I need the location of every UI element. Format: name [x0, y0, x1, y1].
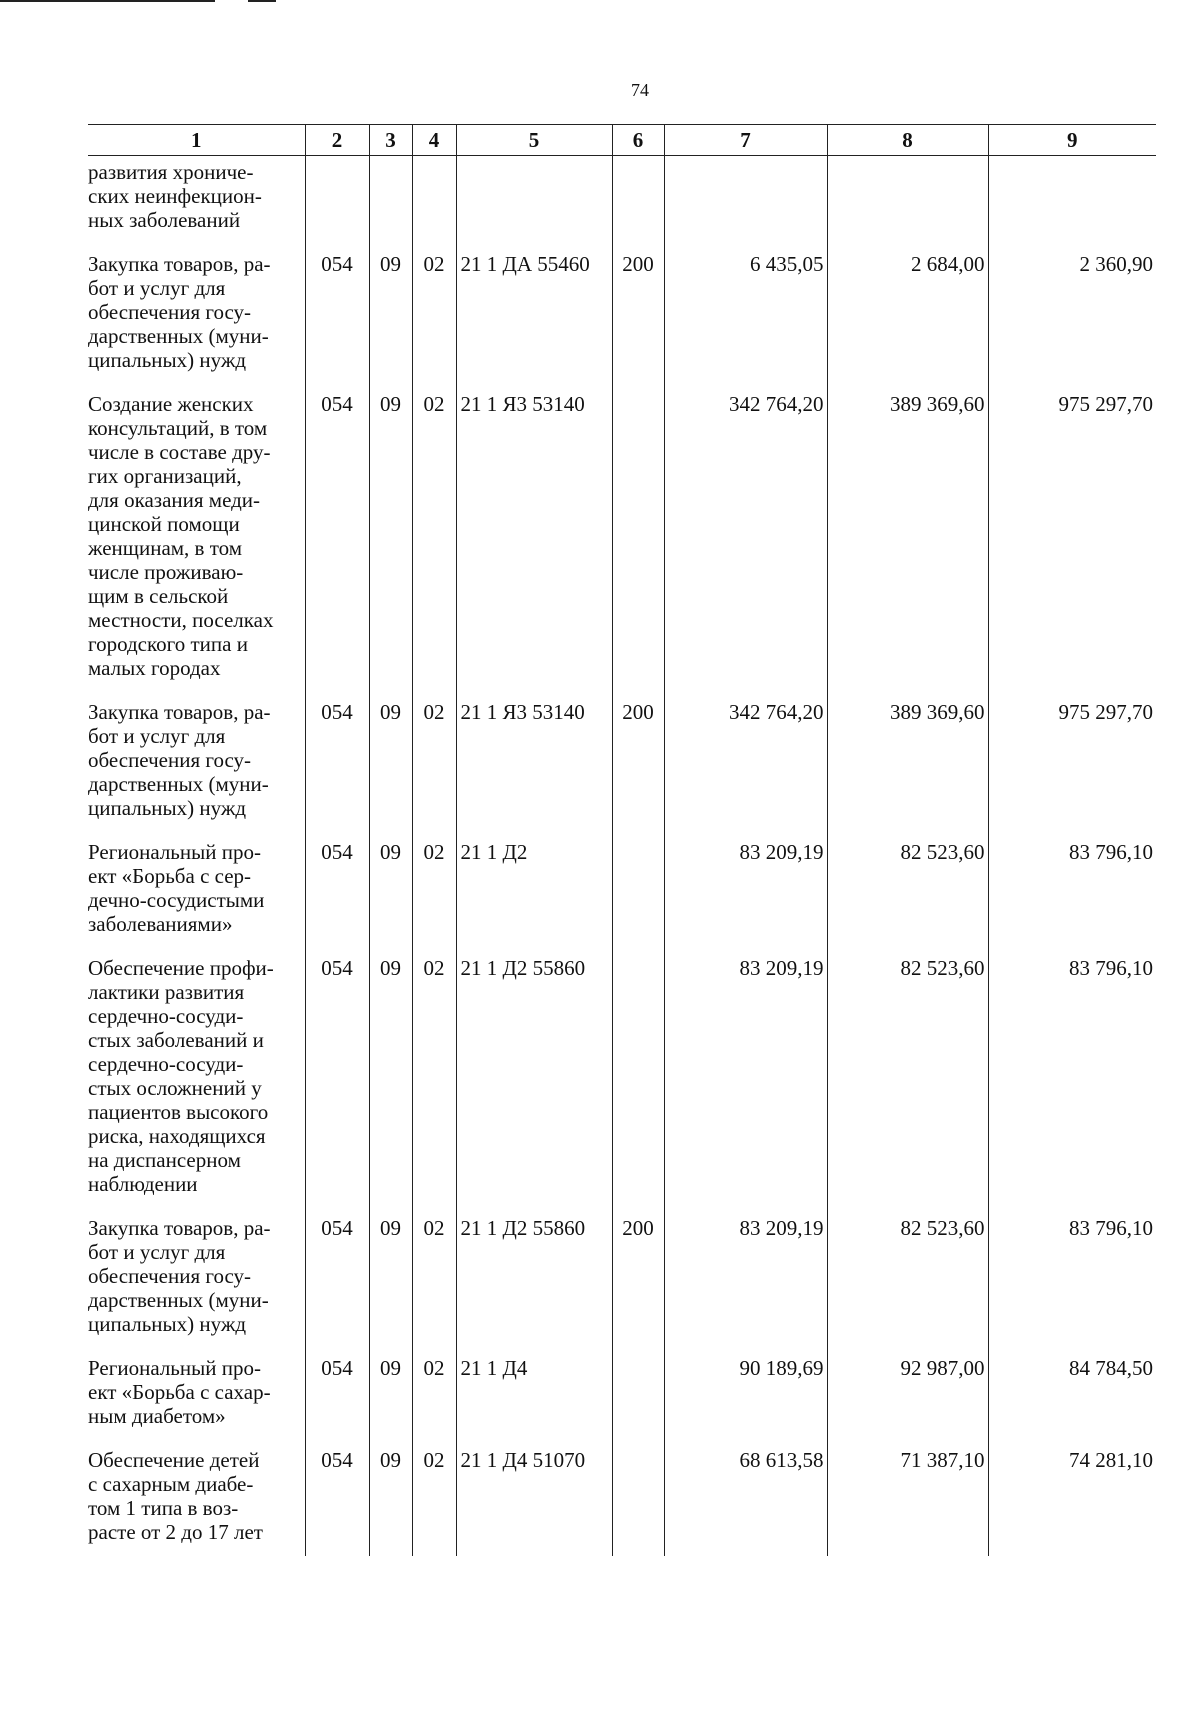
table-row — [88, 156, 1156, 245]
row-cell-3: 09 — [369, 692, 412, 832]
row-cell-9: 84 784,50 — [988, 1348, 1156, 1440]
row-cell-7: 6 435,05 — [664, 244, 827, 384]
row-name-cell: Создание женских консультаций, в том числе в составе дру- гих организаций, для оказания меди- цинской помощи женщинам, в том числе проживаю- щим в сельской местности, поселках городского типа и малых городах — [88, 392, 274, 680]
row-cell-4: 02 — [412, 1440, 456, 1556]
row-cell-4: 02 — [412, 948, 456, 1208]
table-row — [88, 1208, 1156, 1348]
row-cell-2: 054 — [305, 1208, 369, 1348]
row-name-cell: Региональный про- ект «Борьба с сер- дечно-сосудистыми заболеваниями» — [88, 840, 265, 936]
row-cell-7: 83 209,19 — [664, 1208, 827, 1348]
row-cell-9: 2 360,90 — [988, 244, 1156, 384]
row-cell-5: 21 1 Д4 — [456, 1348, 612, 1440]
row-cell-8: 71 387,10 — [827, 1440, 988, 1556]
row-name-cell: развития хрониче- ских неинфекцион- ных заболеваний — [88, 160, 262, 232]
row-cell-5: 21 1 ДА 55460 — [456, 244, 612, 384]
row-cell-7: 342 764,20 — [664, 692, 827, 832]
table-row — [88, 832, 1156, 948]
row-cell-2: 054 — [305, 948, 369, 1208]
row-cell-9: 83 796,10 — [988, 1208, 1156, 1348]
row-cell-5: 21 1 Я3 53140 — [456, 384, 612, 692]
row-cell-6: 200 — [612, 1208, 664, 1348]
column-header-7: 7 — [664, 125, 827, 156]
row-cell-3: 09 — [369, 1440, 412, 1556]
row-name-cell: Региональный про- ект «Борьба с сахар- ным диабетом» — [88, 1356, 271, 1428]
row-cell-9: 975 297,70 — [988, 384, 1156, 692]
row-name-cell: Закупка товаров, ра- бот и услуг для обеспечения госу- дарственных (муни- ципальных) нужд — [88, 700, 271, 820]
table-row — [88, 948, 1156, 1208]
row-cell-4: 02 — [412, 832, 456, 948]
row-cell-2: 054 — [305, 1348, 369, 1440]
table-row — [88, 1440, 1156, 1556]
row-cell-5 — [456, 156, 612, 245]
column-header-2: 2 — [305, 125, 369, 156]
column-header-9: 9 — [988, 125, 1156, 156]
row-cell-8: 389 369,60 — [827, 384, 988, 692]
row-cell-4 — [412, 156, 456, 245]
column-header-3: 3 — [369, 125, 412, 156]
row-cell-3: 09 — [369, 948, 412, 1208]
row-cell-8: 82 523,60 — [827, 832, 988, 948]
row-cell-8: 389 369,60 — [827, 692, 988, 832]
row-name-cell: Обеспечение детей с сахарным диабе- том 1 типа в воз- расте от 2 до 17 лет — [88, 1448, 263, 1544]
row-cell-3 — [369, 156, 412, 245]
page-number: 74 — [631, 80, 649, 100]
row-cell-8: 82 523,60 — [827, 948, 988, 1208]
row-cell-2 — [305, 156, 369, 245]
row-cell-7: 68 613,58 — [664, 1440, 827, 1556]
row-cell-6 — [612, 1440, 664, 1556]
row-cell-3: 09 — [369, 384, 412, 692]
table-row — [88, 692, 1156, 832]
row-cell-4: 02 — [412, 1208, 456, 1348]
row-cell-3: 09 — [369, 832, 412, 948]
row-cell-4: 02 — [412, 244, 456, 384]
row-cell-2: 054 — [305, 692, 369, 832]
row-cell-6 — [612, 384, 664, 692]
row-cell-6: 200 — [612, 244, 664, 384]
row-cell-6 — [612, 832, 664, 948]
column-header-6: 6 — [612, 125, 664, 156]
row-cell-5: 21 1 Я3 53140 — [456, 692, 612, 832]
table-row — [88, 1348, 1156, 1440]
row-name-cell: Закупка товаров, ра- бот и услуг для обеспечения госу- дарственных (муни- ципальных) нужд — [88, 1216, 271, 1336]
row-cell-7: 83 209,19 — [664, 832, 827, 948]
row-name-cell: Обеспечение профи- лактики развития сердечно-сосуди- стых заболеваний и сердечно-сосуди- стых осложнений у пациентов высокого риска, находящихся на диспансерном наблюдении — [88, 956, 274, 1196]
row-cell-7: 342 764,20 — [664, 384, 827, 692]
row-cell-2: 054 — [305, 244, 369, 384]
row-cell-4: 02 — [412, 692, 456, 832]
row-cell-5: 21 1 Д2 55860 — [456, 948, 612, 1208]
table-row — [88, 244, 1156, 384]
row-cell-3: 09 — [369, 1208, 412, 1348]
row-cell-8: 82 523,60 — [827, 1208, 988, 1348]
scan-artifact-line — [248, 0, 276, 2]
column-header-4: 4 — [412, 125, 456, 156]
row-cell-9 — [988, 156, 1156, 245]
row-cell-2: 054 — [305, 1440, 369, 1556]
column-header-1: 1 — [88, 125, 305, 156]
table-row — [88, 384, 1156, 692]
row-cell-7 — [664, 156, 827, 245]
row-name-cell: Закупка товаров, ра- бот и услуг для обеспечения госу- дарственных (муни- ципальных) нужд — [88, 252, 271, 372]
row-cell-2: 054 — [305, 832, 369, 948]
table-header-row — [88, 125, 1156, 156]
row-cell-5: 21 1 Д2 55860 — [456, 1208, 612, 1348]
row-cell-8: 2 684,00 — [827, 244, 988, 384]
row-cell-9: 83 796,10 — [988, 832, 1156, 948]
row-cell-5: 21 1 Д4 51070 — [456, 1440, 612, 1556]
row-cell-7: 90 189,69 — [664, 1348, 827, 1440]
column-header-8: 8 — [827, 125, 988, 156]
row-cell-4: 02 — [412, 1348, 456, 1440]
row-cell-3: 09 — [369, 244, 412, 384]
row-cell-4: 02 — [412, 384, 456, 692]
row-cell-7: 83 209,19 — [664, 948, 827, 1208]
row-cell-2: 054 — [305, 384, 369, 692]
row-cell-9: 83 796,10 — [988, 948, 1156, 1208]
row-cell-8: 92 987,00 — [827, 1348, 988, 1440]
scan-artifact-line — [0, 0, 215, 2]
row-cell-6 — [612, 948, 664, 1208]
row-cell-6 — [612, 1348, 664, 1440]
row-cell-5: 21 1 Д2 — [456, 832, 612, 948]
row-cell-6 — [612, 156, 664, 245]
row-cell-9: 975 297,70 — [988, 692, 1156, 832]
row-cell-8 — [827, 156, 988, 245]
budget-table — [88, 124, 1156, 1556]
row-cell-3: 09 — [369, 1348, 412, 1440]
row-cell-6: 200 — [612, 692, 664, 832]
row-cell-9: 74 281,10 — [988, 1440, 1156, 1556]
column-header-5: 5 — [456, 125, 612, 156]
